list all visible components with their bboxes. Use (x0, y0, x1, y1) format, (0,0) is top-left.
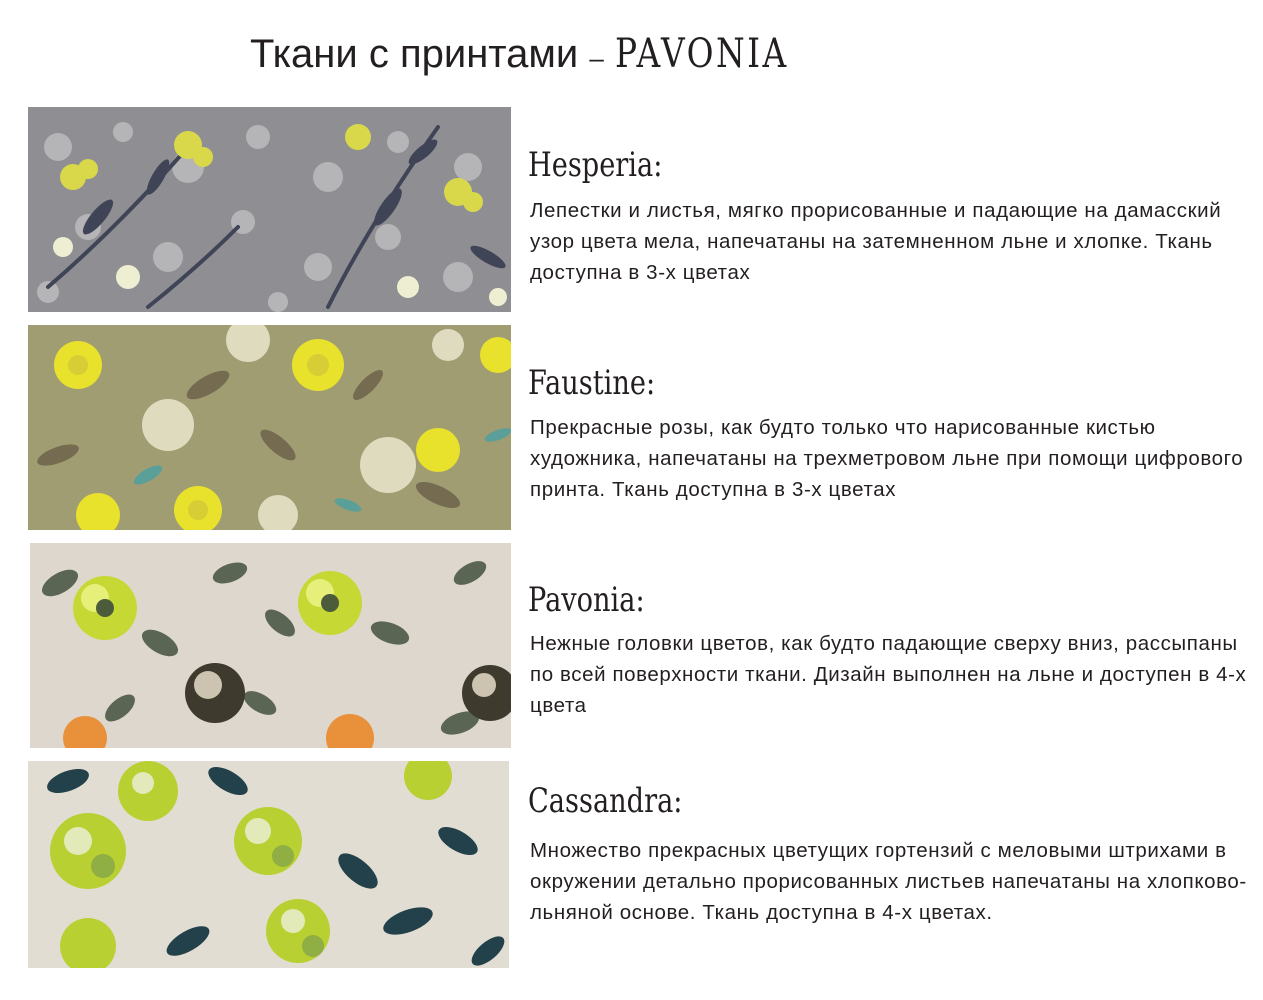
fabric-description-hesperia: Лепестки и листья, мягко прорисованные и падающие на дамасский узор цвета мела, напечатаны на затемненном льне и хлопке. Ткань доступна в 3-х цветах (530, 199, 1222, 284)
fabric-swatch-pavonia (30, 543, 511, 748)
fabric-description-cassandra: Множество прекрасных цветущих гортензий с меловыми штрихами в окружении детально прорисованных листьев напечатаны на хлопково-льняной основе. Ткань доступна в 4-х цветах. (530, 839, 1247, 924)
fabric-description-pavonia: Нежные головки цветов, как будто падающие сверху вниз, рассыпаны по всей поверхности ткани. Дизайн выполнен на льне и доступен в 4-х цвета (530, 632, 1247, 717)
cassandra-pattern-image (28, 761, 509, 968)
fabric-name-cassandra: Cassandra: (528, 781, 683, 821)
page-title-text: Ткани с принтами (250, 32, 579, 76)
hesperia-pattern-image (28, 107, 511, 312)
page-title (250, 28, 827, 84)
fabric-name-faustine: Faustine: (528, 363, 656, 403)
page-title-brand: PAVONIA (614, 31, 789, 77)
page-title-separator: – (589, 43, 604, 73)
fabric-swatch-hesperia (28, 107, 511, 312)
faustine-pattern-image (28, 325, 511, 530)
fabric-name-pavonia: Pavonia: (528, 580, 645, 620)
pavonia-pattern-image (30, 543, 511, 748)
fabric-swatch-faustine (28, 325, 511, 530)
fabric-name-hesperia: Hesperia: (528, 145, 663, 185)
fabric-swatch-cassandra (28, 761, 509, 968)
fabric-description-faustine: Прекрасные розы, как будто только что нарисованные кистью художника, напечатаны на трехметровом льне при помощи цифрового принта. Ткань доступна в 3-х цветах (530, 416, 1244, 501)
